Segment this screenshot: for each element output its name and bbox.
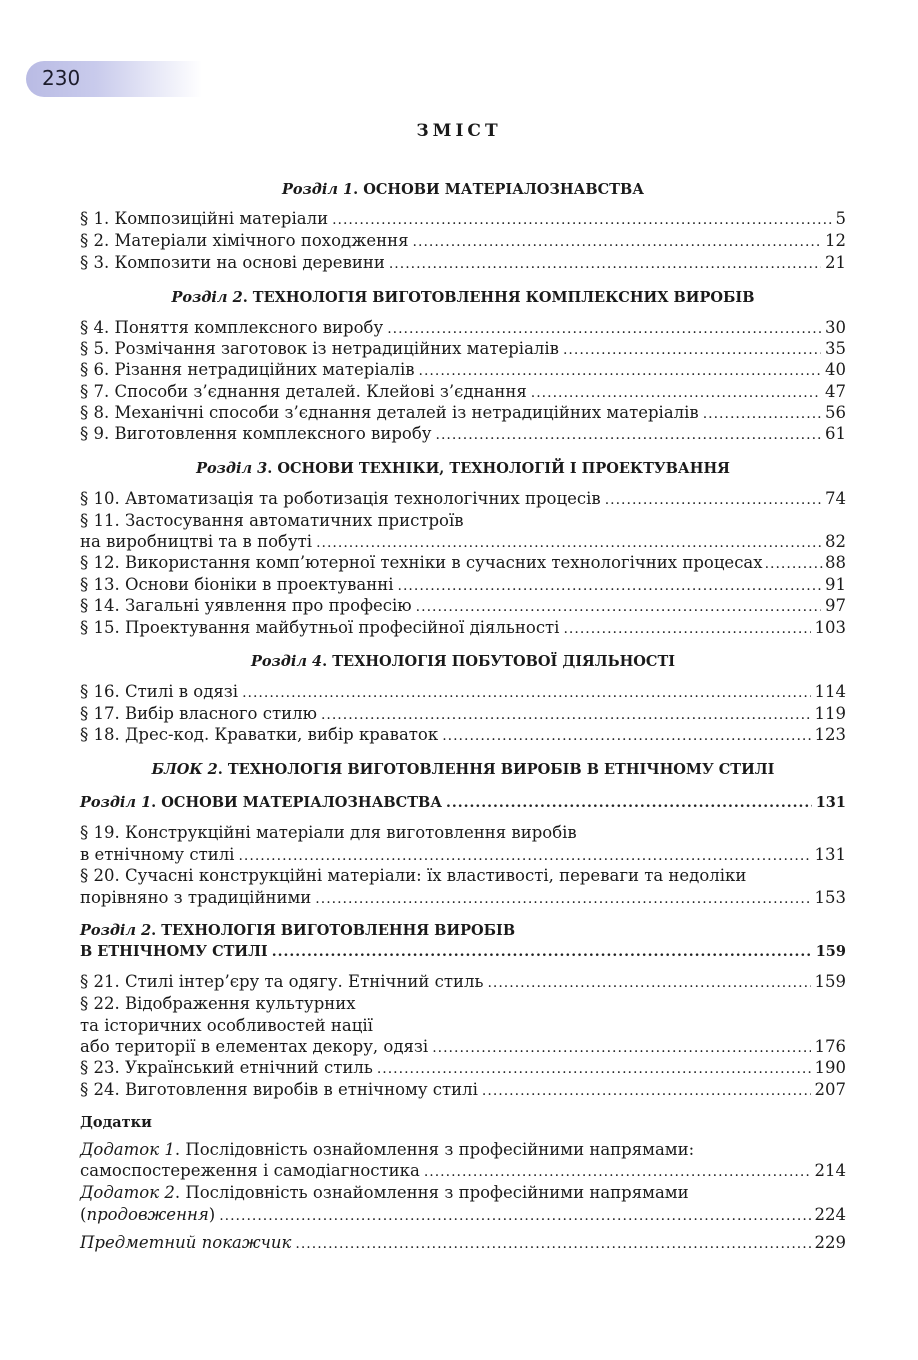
toc-entry[interactable]: § 18. Дрес-код. Краватки, вибір краваток ..... 123 [80,725,846,747]
toc-entry[interactable]: § 9. Виготовлення комплексного виробу ..... 61 [80,424,846,446]
section-heading: Розділ 2. ТЕХНОЛОГІЯ ВИГОТОВЛЕННЯ КОМПЛЕКСНИХ ВИРОБІВ [171,289,755,306]
page-number: 230 [42,66,81,90]
section-heading: Розділ 3. ОСНОВИ ТЕХНІКИ, ТЕХНОЛОГІЙ І ПРОЕКТУВАННЯ [196,460,730,477]
toc-entry[interactable]: § 8. Механічні способи з’єднання деталей із нетрадиційних матеріалів ..... 56 [80,403,846,425]
appendix-item[interactable]: (продовження) ..... 224 [80,1205,846,1227]
toc-section-entry[interactable]: Розділ 1. ОСНОВИ МАТЕРІАЛОЗНАВСТВА ..... 131 [80,794,846,816]
toc-entry-line[interactable]: § 20. Сучасні конструкційні матеріали: їх властивості, переваги та недоліки [80,866,747,885]
toc-entry[interactable]: § 16. Стилі в одязі ..... 114 [80,682,846,704]
appendix-heading: Додатки [80,1114,152,1131]
toc-entry-line[interactable]: та історичних особливостей нації [80,1016,373,1035]
toc-entry[interactable]: § 24. Виготовлення виробів в етнічному стилі ..... 207 [80,1080,846,1102]
toc-entry[interactable]: § 5. Розмічання заготовок із нетрадиційних матеріалів ..... 35 [80,339,846,361]
subject-index-entry[interactable]: Предметний покажчик ..... 229 [80,1233,846,1255]
toc-entry-line[interactable]: § 22. Відображення культурних [80,994,356,1013]
toc-entry[interactable]: § 7. Способи з’єднання деталей. Клейові з’єднання ..... 47 [80,382,846,404]
toc-entry-line[interactable]: § 11. Застосування автоматичних пристроїв [80,511,464,530]
page-title: ЗМІСТ [416,121,502,141]
toc-entry[interactable]: § 1. Композиційні матеріали ..... 5 [80,209,846,231]
toc-entry[interactable]: § 10. Автоматизація та роботизація технологічних процесів ..... 74 [80,489,846,511]
toc-entry[interactable]: на виробництві та в побуті ..... 82 [80,532,846,554]
appendix-item-line[interactable]: Додаток 1. Послідовність ознайомлення з професійними напрямами: [80,1140,695,1159]
toc-entry[interactable]: в етнічному стилі ..... 131 [80,845,846,867]
block-heading: БЛОК 2. ТЕХНОЛОГІЯ ВИГОТОВЛЕННЯ ВИРОБІВ В ЕТНІЧНОМУ СТИЛІ [151,761,775,778]
toc-entry[interactable]: порівняно з традиційними ..... 153 [80,888,846,910]
toc-entry[interactable]: § 23. Український етнічний стиль ..... 190 [80,1058,846,1080]
toc-section-entry[interactable]: В ЕТНІЧНОМУ СТИЛІ ..... 159 [80,943,846,965]
toc-entry[interactable]: § 2. Матеріали хімічного походження ..... 12 [80,231,846,253]
toc-section-entry-line[interactable]: Розділ 2. ТЕХНОЛОГІЯ ВИГОТОВЛЕННЯ ВИРОБІВ [80,922,516,939]
toc-entry[interactable]: або території в елементах декору, одязі ..... 176 [80,1037,846,1059]
toc-entry[interactable]: § 17. Вибір власного стилю ..... 119 [80,704,846,726]
toc-entry[interactable]: § 3. Композити на основі деревини ..... 21 [80,253,846,275]
appendix-item-line[interactable]: Додаток 2. Послідовність ознайомлення з професійними напрямами [80,1183,689,1202]
section-heading: Розділ 1. ОСНОВИ МАТЕРІАЛОЗНАВСТВА [281,181,645,198]
toc-entry[interactable]: § 4. Поняття комплексного виробу ..... 30 [80,318,846,340]
toc-entry[interactable]: § 12. Використання комп’ютерної техніки в сучасних технологічних процесах ..... 88 [80,553,846,575]
toc-entry[interactable]: § 14. Загальні уявлення про професію ..... 97 [80,596,846,618]
toc-entry[interactable]: § 6. Різання нетрадиційних матеріалів ..... 40 [80,360,846,382]
toc-entry-line[interactable]: § 19. Конструкційні матеріали для виготовлення виробів [80,823,577,842]
toc-entry[interactable]: § 21. Стилі інтер’єру та одягу. Етнічний стиль ..... 159 [80,972,846,994]
appendix-item[interactable]: самоспостереження і самодіагностика ..... 214 [80,1161,846,1183]
toc-entry[interactable]: § 15. Проектування майбутньої професійної діяльності ..... 103 [80,618,846,640]
toc-entry[interactable]: § 13. Основи біоніки в проектуванні ..... 91 [80,575,846,597]
section-heading: Розділ 4. ТЕХНОЛОГІЯ ПОБУТОВОЇ ДІЯЛЬНОСТІ [250,653,676,670]
